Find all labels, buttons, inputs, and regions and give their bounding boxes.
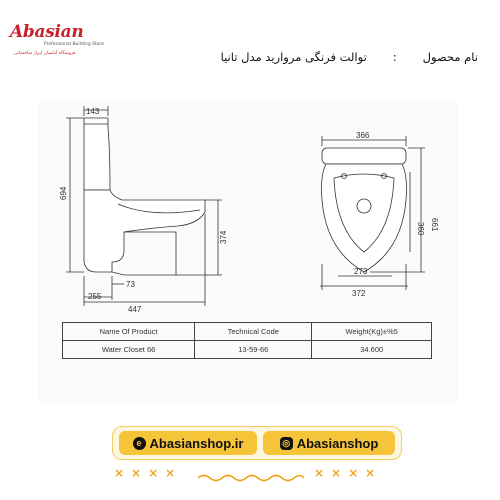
web-icon: e [133, 437, 146, 450]
website-link[interactable] [119, 431, 257, 455]
header-cell: Name Of Product [63, 323, 195, 341]
table-cell: 34.600 [312, 341, 432, 359]
spec-table [62, 322, 432, 359]
side-view-drawing [66, 106, 222, 306]
dim-seat-width: 273 [354, 267, 368, 276]
product-name: توالت فرنگی مروارید مدل تانیا [220, 50, 367, 64]
dim-tank-width: 366 [356, 131, 370, 140]
dim-height: 694 [59, 186, 68, 200]
dim-top-width: 143 [86, 107, 100, 116]
table-cell: 13-59-66 [195, 341, 312, 359]
title-separator: : [392, 50, 397, 64]
website-text: Abasianshop.ir [149, 435, 244, 451]
dim-depth: 447 [128, 305, 142, 314]
dim-base-small: 73 [126, 280, 135, 289]
logo-text: Abasian [10, 22, 84, 42]
table-row [63, 341, 432, 359]
decor-marks-right: ×××× [314, 466, 383, 480]
instagram-link[interactable] [263, 431, 395, 455]
instagram-text: Abasianshop [296, 435, 379, 451]
dim-inner-depth: 360 [416, 222, 425, 236]
header-cell: Technical Code [195, 323, 312, 341]
wave-divider-icon [196, 472, 306, 482]
contact-bar [112, 426, 402, 460]
dim-top-width: 372 [352, 289, 366, 298]
dim-rim-height: 374 [219, 230, 228, 244]
product-label: نام محصول [422, 50, 478, 64]
logo-subtitle: Professional Building Store [44, 42, 105, 47]
dim-top-depth: 661 [430, 218, 439, 232]
dim-base-offset: 255 [88, 292, 102, 301]
header-cell: Weight(Kg)±%5 [312, 323, 432, 341]
spec-table-header [63, 323, 432, 341]
table-cell: Water Closet 66 [63, 341, 195, 359]
instagram-icon: ◎ [280, 437, 293, 450]
decor-marks-left: ×××× [114, 466, 183, 480]
logo-tagline: فروشگاه آباسیان ابزار ساختمانی [14, 51, 76, 56]
top-view-drawing [320, 136, 425, 290]
